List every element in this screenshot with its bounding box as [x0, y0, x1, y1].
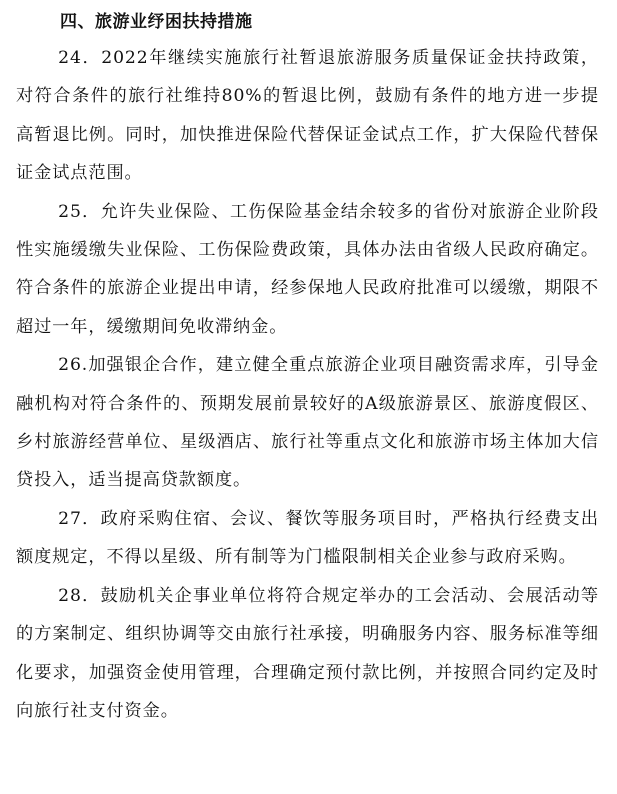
paragraph-item-26: 26.加强银企合作，建立健全重点旅游企业项目融资需求库，引导金融机构对符合条件的、预期发展前景较好的A级旅游景区、旅游度假区、乡村旅游经营单位、星级酒店、旅行社等重点文化和旅游市场主体加大信贷投入，适当提高贷款额度。 [16, 355, 599, 491]
paragraph-item-27: 27．政府采购住宿、会议、餐饮等服务项目时，严格执行经费支出额度规定，不得以星级、所有制等为门槛限制相关企业参与政府采购。 [16, 508, 599, 568]
paragraph-item-25: 25．允许失业保险、工伤保险基金结余较多的省份对旅游企业阶段性实施缓缴失业保险、工伤保险费政策，具体办法由省级人民政府确定。符合条件的旅游企业提出申请，经参保地人民政府批准可以缓缴，期限不超过一年，缓缴期间免收滞纳金。 [16, 201, 599, 337]
paragraph-item-24: 24．2022年继续实施旅行社暂退旅游服务质量保证金扶持政策，对符合条件的旅行社维持80%的暂退比例，鼓励有条件的地方进一步提高暂退比例。同时，加快推进保险代替保证金试点工作，扩大保险代替保证金试点范围。 [16, 48, 599, 184]
paragraph-item-28: 28．鼓励机关企事业单位将符合规定举办的工会活动、会展活动等的方案制定、组织协调等交由旅行社承接，明确服务内容、服务标准等细化要求，加强资金使用管理，合理确定预付款比例，并按照合同约定及时向旅行社支付资金。 [16, 585, 599, 721]
section-heading: 四、旅游业纾困扶持措施 [60, 12, 253, 32]
